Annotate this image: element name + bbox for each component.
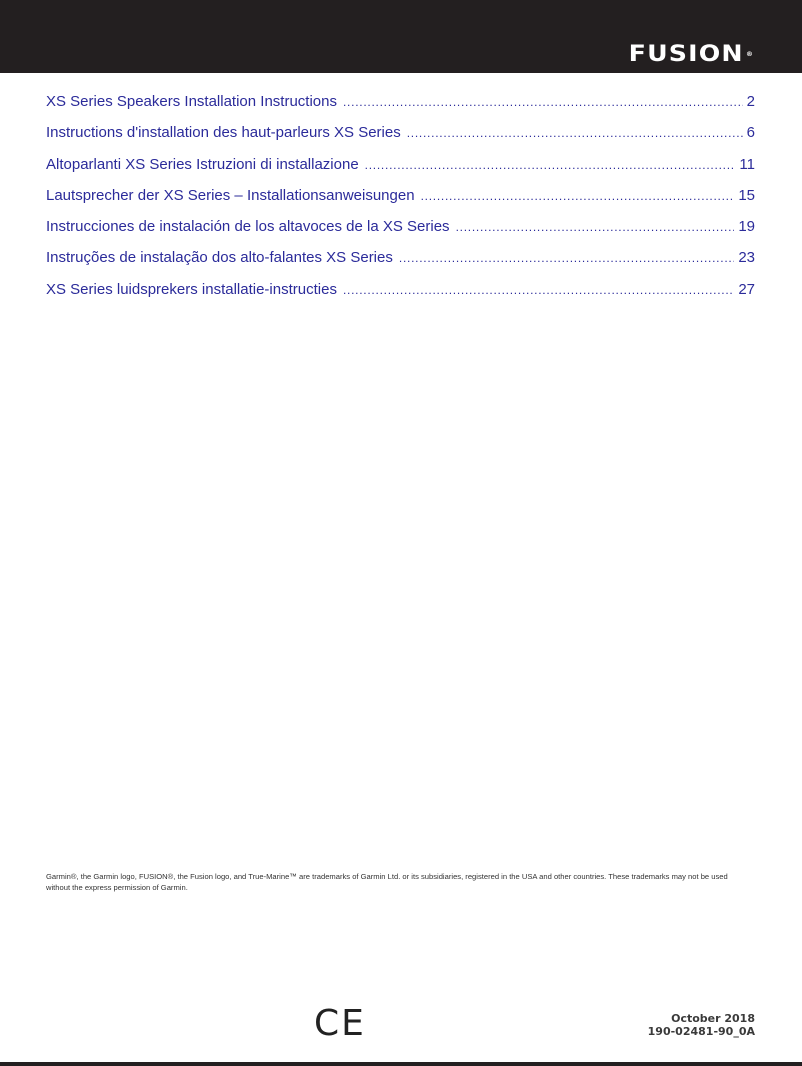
toc-title: Altoparlanti XS Series Istruzioni di installazione	[46, 155, 359, 173]
table-of-contents	[46, 93, 755, 312]
toc-title: Instrucciones de instalación de los altavoces de la XS Series	[46, 218, 450, 236]
dot-leader	[407, 126, 743, 140]
toc-entry-fr[interactable]	[46, 124, 755, 155]
dot-leader	[365, 158, 736, 172]
toc-page: 6	[746, 124, 755, 142]
toc-title: Lautsprecher der XS Series – Installationsanweisungen	[46, 186, 415, 204]
bottom-divider	[0, 1062, 802, 1066]
toc-title: XS Series Speakers Installation Instructions	[46, 93, 337, 110]
toc-entry-en[interactable]	[46, 93, 755, 124]
toc-entry-pt[interactable]	[46, 249, 755, 280]
publication-date: October 2018	[671, 1012, 755, 1025]
dot-leader	[421, 189, 735, 203]
dot-leader	[343, 95, 743, 109]
trademark-notice: Garmin®, the Garmin logo, FUSION®, the Fusion logo, and True-Marine™ are trademarks of Garmin Ltd. or its subsidiaries, registered in the USA and other countries. These trademarks may not be used without the express permission of Garmin.	[46, 872, 728, 892]
toc-title: XS Series luidsprekers installatie-instructies	[46, 280, 337, 298]
dot-leader	[456, 220, 735, 234]
toc-page: 11	[739, 155, 755, 173]
header-bar	[0, 0, 802, 73]
toc-page: 15	[738, 186, 755, 204]
toc-page: 27	[738, 280, 755, 298]
ce-mark-icon: CE	[314, 1003, 366, 1044]
toc-page: 23	[738, 249, 755, 267]
toc-title: Instructions d'installation des haut-parleurs XS Series	[46, 124, 401, 142]
toc-entry-it[interactable]	[46, 156, 755, 187]
toc-title: Instruções de instalação dos alto-falantes XS Series	[46, 249, 393, 267]
toc-entry-es[interactable]	[46, 218, 755, 249]
toc-page: 2	[746, 93, 755, 110]
part-number: 190-02481-90_0A	[647, 1025, 755, 1038]
toc-page: 19	[738, 218, 755, 236]
fusion-logo: FUSION ®	[628, 42, 754, 67]
toc-entry-nl[interactable]	[46, 281, 755, 312]
toc-entry-de[interactable]	[46, 187, 755, 218]
dot-leader	[399, 251, 734, 265]
dot-leader	[343, 283, 734, 297]
logo-text: FUSION	[628, 42, 744, 67]
footer-info	[648, 1012, 755, 1038]
